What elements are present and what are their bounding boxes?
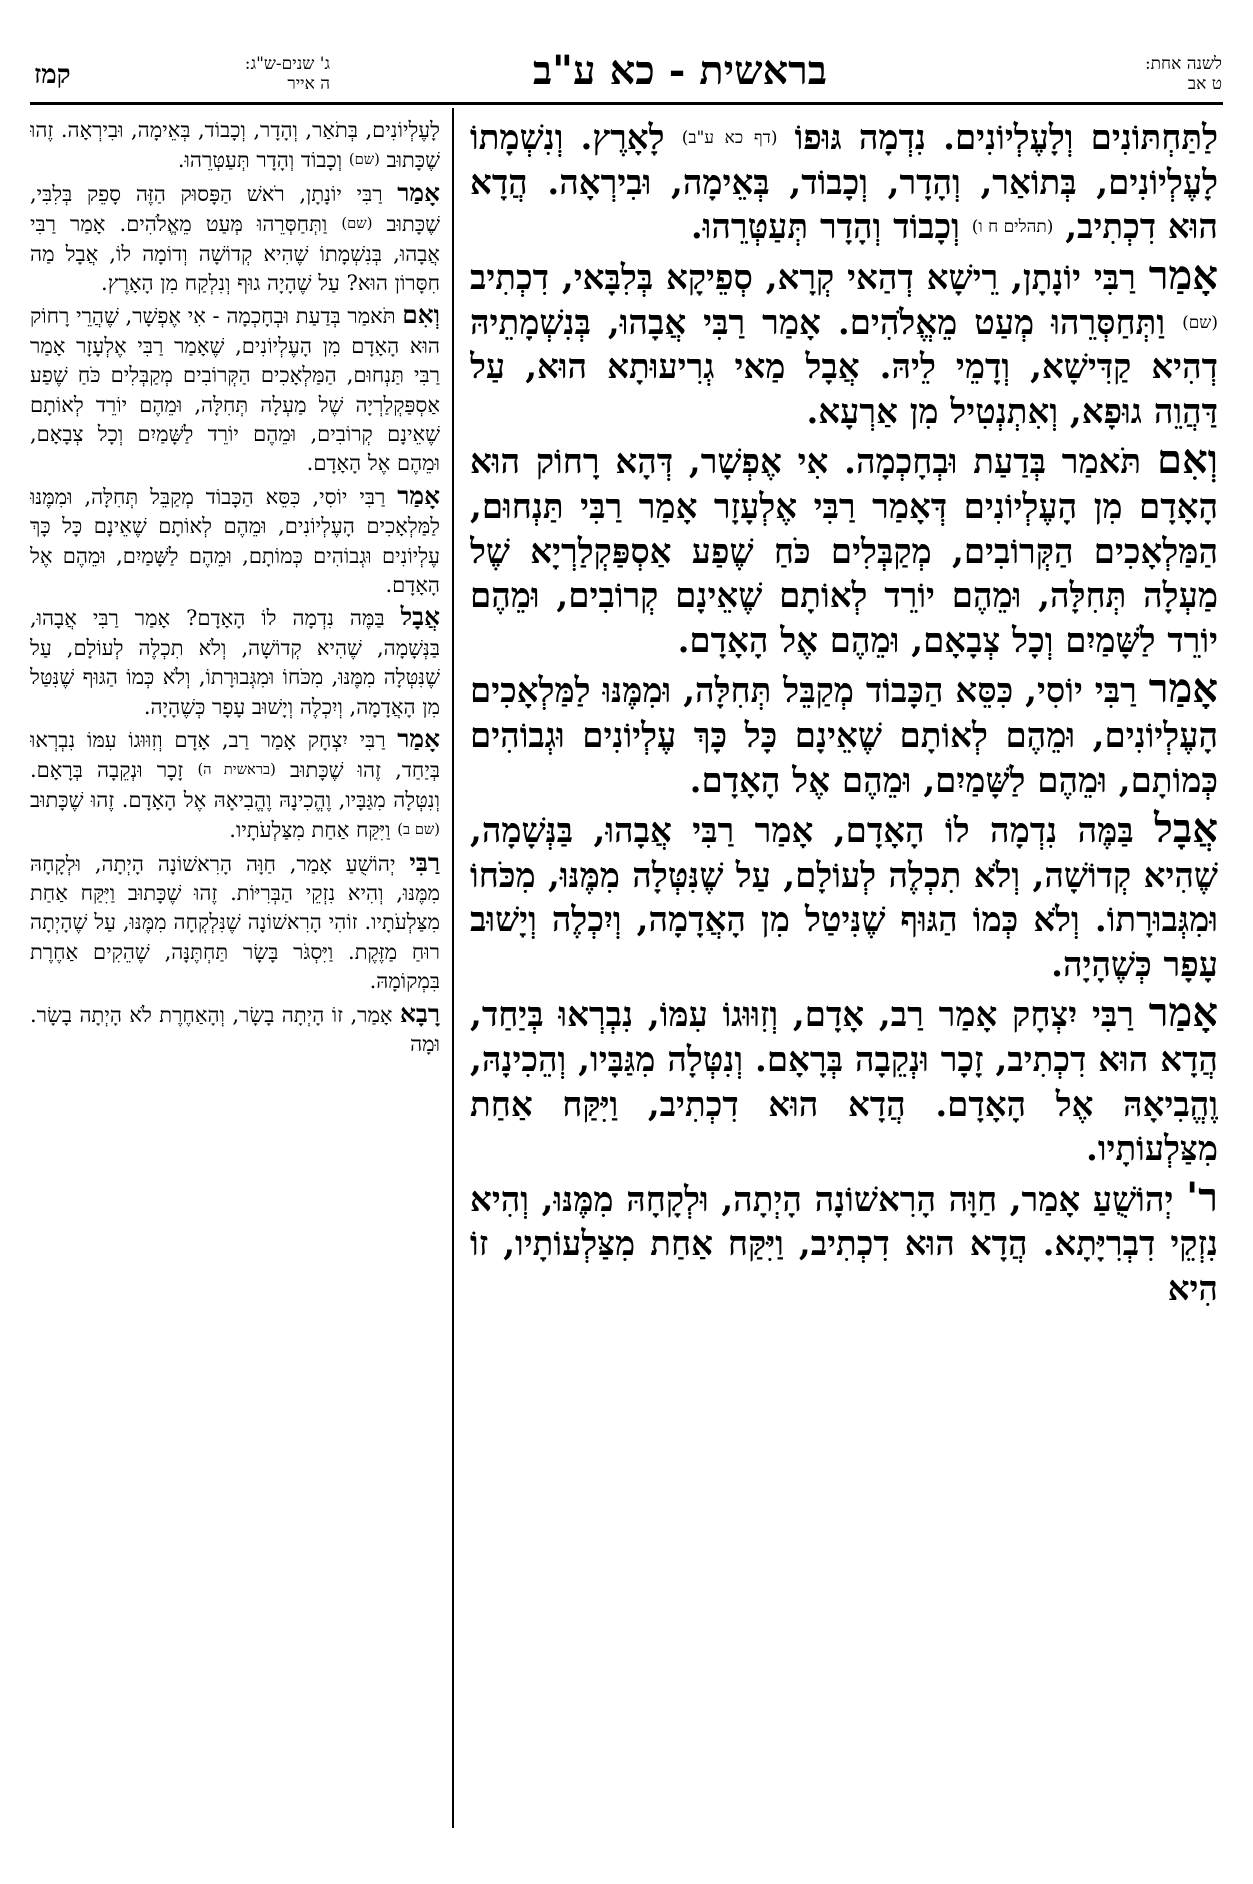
- translation-paragraph: [30, 602, 440, 722]
- header-right-line1: לשנה אחת:: [1144, 54, 1222, 74]
- source-reference: (בראשית ה): [197, 761, 276, 779]
- translation-text: רַבִּי יוֹנָתָן, רֹאשׁ הַפָּסוּק הַזֶּה סָפֵק בְּלִבִּי, שֶׁכָּתוּב: [30, 181, 440, 237]
- paragraph-lead-word: וְאִם: [1156, 436, 1218, 484]
- main-paragraph: [470, 667, 1218, 803]
- translation-paragraph: [30, 300, 440, 478]
- main-paragraph: [470, 116, 1218, 250]
- translation-text: אָמַר, זוֹ הָיְתָה בָשָׂר, וְהָאַחֶרֶת לֹא הָיְתָה בָשָׂר. וּמָה: [30, 1002, 440, 1056]
- translation-paragraph: [30, 116, 440, 176]
- column-divider: [452, 108, 454, 1828]
- main-text: רַבִּי יוֹנָתָן, רֵישָׁא דְהַאי קְרָא, סְפֵיקָא בְּלִבָּאי, דִכְתִיב: [470, 257, 1136, 298]
- header-right-schedule: [960, 54, 1222, 94]
- translation-paragraph: [30, 848, 440, 997]
- main-text: וְכָבוֹד וְהָדָר תְּעַטְּרֵהוּ.: [690, 207, 960, 248]
- header-rule: [30, 102, 1223, 105]
- header-left-line2: ה אייר: [287, 74, 330, 94]
- translation-paragraph: [30, 724, 440, 846]
- main-paragraph: [470, 1173, 1218, 1312]
- source-reference: (שם ב): [397, 821, 440, 839]
- main-text: לָאָרֶץ. וְנִשְׁמָתוֹ לָעֶלְיוֹנִים, בְּתוֹאַר, וְהָדָר, וְכָבוֹד, בְּאֵימָה, וּבִירְאָה. הֲדָא הוּא דִכְתִיב,: [470, 118, 1218, 248]
- paragraph-lead-word: וְאִם: [402, 300, 440, 330]
- paragraph-lead-word: ר': [1186, 1173, 1218, 1221]
- header-left-line1: ג' שנים-ש"ג:: [244, 54, 330, 74]
- main-text: וַתְּחַסְּרֵהוּ מְעַט מֵאֱלֹהִים. אָמַר רַבִּי אֲבָהוּ, בְּנִשְׁמָתֵיהּ דְהִיא קַדִּישָׁא, וְדָמֵי לֵיהּ. אֲבָל מַאי גְרִיעוּתָא הוּא, עַל דַּהֲוֵה גוּפָא, וְאִתְנְטִיל מִן אַרְעָא.: [470, 302, 1218, 432]
- translation-text: וַיִּקַּח אַחַת מִצַּלְעֹתָיו.: [229, 818, 391, 843]
- source-reference: (שם): [348, 151, 380, 169]
- main-text: בַּמֶּה נִדְמָה לוֹ הָאָדָם, אָמַר רַבִּי אֲבָהוּ, בַּנְּשָׁמָה, שֶׁהִיא קְדוֹשָׁה, וְלֹא תִכְלֶה לְעוֹלָם, עַל שֶׁנִּטְּלָה מִמֶּנּוּ, מִכֹּחוֹ וּמִגְּבוּרָתוֹ. וְלֹא כְּמוֹ הַגּוּף שֶׁנִּיטַל מִן הָאֲדָמָה, וְיִכְלֶה וְיָשׁוּב עָפָר כְּשֶׁהָיָה.: [470, 811, 1218, 985]
- source-reference: (דף כא ע"ב): [681, 128, 778, 149]
- translation-text: בַּמֶּה נִדְמָה לוֹ הָאָדָם? אָמַר רַבִּי אֲבָהוּ, בַּנְּשָׁמָה, שֶׁהִיא קְדוֹשָׁה, וְלֹא תִכְלֶה לְעוֹלָם, עַל שֶׁנִּטְּלָה מִמֶּנּוּ, מִכֹּחוֹ וּמִגְּבוּרָתוֹ, וְלֹא כְּמוֹ הַגּוּף שֶׁנִּטַּל מִן הָאֲדָמָה, וְיִכְלֶה וְיָשׁוּב עָפָר כְּשֶׁהָיָה.: [30, 606, 440, 719]
- source-reference: (תהלים ח ו): [971, 217, 1054, 238]
- paragraph-lead-word: אָמַר: [397, 480, 440, 510]
- main-paragraph: [470, 807, 1218, 987]
- main-text: תֹּאמַר בְּדַעַת וּבְחָכְמָה. אִי אֶפְשָׁר, דְּהָא רָחוֹק הוּא הָאָדָם מִן הָעֶלְיוֹנִים דְּאָמַר רַבִּי אֶלְעָזָר אָמַר רַבִּי תַּנְחוּם, הַמַּלְאָכִים הַקְּרוֹבִים, מְקַבְּלִים כֹּחַ שֶׁפַע אַסְפַּקְלַרְיָא שֶׁל מַעְלָה תְּחִלָּה, וּמֵהֶם יוֹרֵד לְאוֹתָם שֶׁאֵינָם קְרוֹבִים, וּמֵהֶם יוֹרֵד לַשָּׁמַיִם וְכָל צְבָאָם, וּמֵהֶם אֶל הָאָדָם.: [470, 442, 1218, 661]
- translation-text: רַבִּי יוֹסִי, כִּסֵּא הַכָּבוֹד מְקַבֵּל תְּחִלָּה, וּמִמֶּנּוּ לַמַּלְאָכִים הָעֶלְיוֹנִים, וּמֵהֶם לְאוֹתָם שֶׁאֵינָם כָּל כָּךְ עֶלְיוֹנִים וּגְבוֹהִים כְּמוֹתָם, וּמֵהֶם לַשָּׁמַיִם, וּמֵהֶם אֶל הָאָדָם.: [30, 484, 440, 597]
- paragraph-lead-word: אָמַר: [1148, 665, 1218, 713]
- translation-text: לָעֶלְיוֹנִים, בְּתֹאַר, וְהָדָר, וְכָבוֹד, בְּאֵימָה, וּבִירְאָה. זֶהוּ שֶׁכָּתוּב: [30, 118, 440, 173]
- translation-paragraph: [30, 999, 440, 1060]
- main-paragraph: [470, 991, 1218, 1171]
- translation-text: וְכָבוֹד וְהָדָר תְּעַטְּרֵהוּ.: [177, 148, 343, 173]
- translation-text: רַבִּי יִצְחָק אָמַר רַב, אָדָם וְזִוּוּגוֹ עִמּוֹ נִבְרְאוּ בְּיַחַד, זֶהוּ שֶׁכָּתוּב: [30, 728, 440, 783]
- paragraph-lead-word: אֲבָל: [400, 602, 440, 632]
- translation-text: יְהוֹשֻׁעַ אָמַר, חַוָּה הָרִאשׁוֹנָה הָיְתָה, וּלְקָחָהּ מִמֶּנּוּ, וְהִיא נִזְקֵי הַבְּרִיּוֹת. זֶהוּ שֶׁכָּתוּב וַיִּקַּח אַחַת מִצַּלְעֹתָיו. זוֹהִי הָרִאשׁוֹנָה שֶׁנִּלְקְחָה מִמֶּנּוּ, עַל שֶׁהָיְתָה רוּחַ מַזֶּקֶת. וַיִּסְגֹּר בָּשָׂר תַּחְתֶּנָּה, שֶׁהֵקִים אַחֶרֶת בִּמְקוֹמָהּ.: [30, 851, 440, 994]
- main-paragraph: [470, 251, 1218, 434]
- source-reference: (שם): [341, 215, 373, 233]
- paragraph-lead-word: אָמַר: [397, 177, 440, 207]
- main-text-column: [470, 116, 1218, 1822]
- main-text: רַבִּי יִצְחָק אָמַר רַב, אָדָם, וְזִוּוּגוֹ עִמּוֹ, נִבְרְאוּ בְּיַחַד, הֲדָא הוּא דִכְתִיב, זָכָר וּנְקֵבָה בְּרָאָם. וְנִטְּלָה מִגַּבָּיו, וְהֵכִינָהּ, וֶהֱבִיאָהּ אֶל הָאָדָם. הֲדָא הוּא דִכְתִיב, וַיִּקַּח אַחַת מִצַּלְעוֹתָיו.: [470, 995, 1218, 1170]
- paragraph-lead-word: אָמַר: [1148, 989, 1218, 1037]
- main-text: לַתַּחְתּוֹנִים וְלָעֶלְיוֹנִים. נִדְמָה גּוּפוֹ: [794, 118, 1218, 158]
- header-right-line2: ט אב: [1187, 74, 1222, 94]
- header-left-schedule: [30, 54, 330, 94]
- translation-text: וַתְּחַסְּרֵהוּ מְּעַט מֵאֱלֹהִים. אָמַר רַבִּי אֲבָהוּ, בְּנִשְׁמָתוֹ שֶׁהִיא קְדוֹשָׁה וְדוֹמָה לוֹ, אֲבָל מַה חִסָּרוֹן הוּא? עַל שֶׁהָיָה גוּף וְנִלְקַח מִן הָאָרֶץ.: [30, 212, 440, 295]
- translation-text: תֹּאמַר בְּדַעַת וּבְחָכְמָה - אִי אֶפְשָׁר, שֶׁהֲרֵי רָחוֹק הוּא הָאָדָם מִן הָעֶלְיוֹנִים, שֶׁאָמַר רַבִּי אֶלְעָזָר אָמַר רַבִּי תַּנְחוּם, הַמַּלְאָכִים הַקְּרוֹבִים מְקַבְּלִים כֹּחַ שֶׁפַע אַסְפַּקְלַרְיָה שֶׁל מַעְלָה תְּחִלָּה, וּמֵהֶם יוֹרֵד לְאוֹתָם שֶׁאֵינָם קְרוֹבִים, וּמֵהֶם יוֹרֵד לַשָּׁמַיִם וְכָל צְבָאָם, וּמֵהֶם אֶל הָאָדָם.: [30, 304, 440, 476]
- main-text: רַבִּי יוֹסִי, כִּסֵּא הַכָּבוֹד מְקַבֵּל תְּחִלָּה, וּמִמֶּנּוּ לַמַּלְאָכִים הָעֶלְיוֹנִים, וּמֵהֶם לְאוֹתָם שֶׁאֵינָם כָּל כָּךְ עֶלְיוֹנִים וּגְבוֹהִים כְּמוֹתָם, וּמֵהֶם לַשָּׁמַיִם, וּמֵהֶם אֶל הָאָדָם.: [470, 671, 1218, 801]
- paragraph-lead-word: אָמַר: [397, 724, 440, 753]
- translation-text: זָכָר וּנְקֵבָה בְּרָאָם. וְנִטְּלָה מִגַּבָּיו, וֶהֱכִינָהּ וֶהֱבִיאָהּ אֶל הָאָדָם. זֶהוּ שֶׁכָּתוּב: [30, 758, 440, 812]
- main-text: יְהוֹשֻׁעַ אָמַר, חַוָּה הָרִאשׁוֹנָה הָיְתָה, וּלְקָחָהּ מִמֶּנּוּ, וְהִיא נִזְקֵי דִבְרִיָּתָא. הֲדָא הוּא דִכְתִיב, וַיִּקַּח אַחַת מִצַּלְעוֹתָיו, זוֹ הִיא: [470, 1179, 1218, 1310]
- page-number: קמז: [34, 60, 71, 90]
- paragraph-lead-word: אֲבָל: [1154, 805, 1218, 853]
- paragraph-lead-word: רַבִּי: [409, 847, 440, 877]
- source-reference: (שם): [1182, 312, 1218, 333]
- paragraph-lead-word: רָבָא: [399, 998, 440, 1028]
- page-title: בראשית - כא ע"ב: [532, 47, 828, 94]
- translation-column: [30, 116, 440, 1822]
- translation-paragraph: [30, 481, 440, 601]
- paragraph-lead-word: אָמַר: [1148, 251, 1218, 299]
- main-paragraph: [470, 438, 1218, 663]
- translation-paragraph: [30, 178, 440, 299]
